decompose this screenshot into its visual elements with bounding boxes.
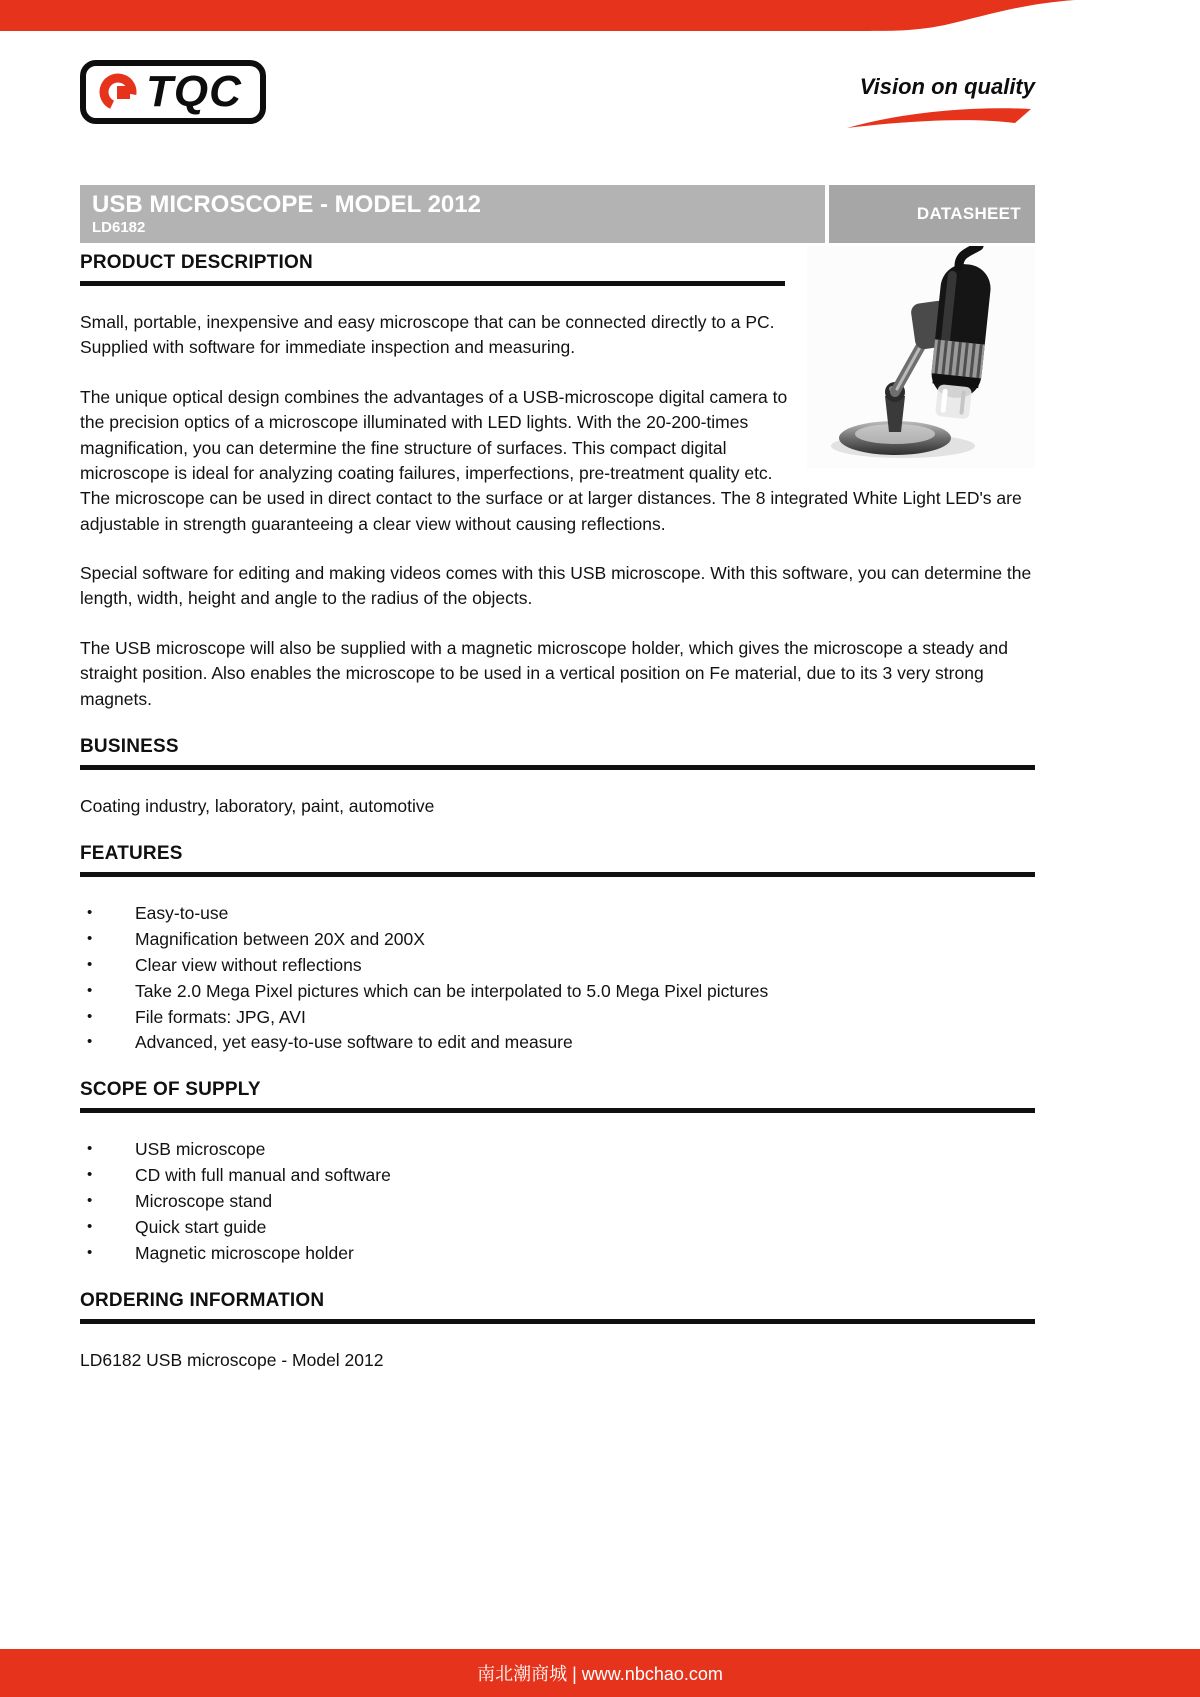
supply-item xyxy=(80,1189,1035,1214)
feature-item xyxy=(80,901,1035,926)
top-red-swoosh-graphic xyxy=(0,0,1200,34)
bullet-icon: • xyxy=(87,981,93,999)
ordering-information-text: LD6182 USB microscope - Model 2012 xyxy=(80,1349,384,1370)
section-business xyxy=(80,736,1035,819)
feature-item xyxy=(80,1005,1035,1030)
scope-of-supply-list xyxy=(80,1137,1035,1265)
titlebar-main xyxy=(80,185,825,243)
content-column xyxy=(80,252,1035,1397)
feature-item-label: File formats: JPG, AVI xyxy=(135,1006,306,1027)
supply-item xyxy=(80,1137,1035,1162)
doc-code: LD6182 xyxy=(92,218,146,236)
product-description-paragraph: The unique optical design combines the advantages of a USB-microscope digital camera to the precision optics of a microscope illuminated with LED lights. With the 20-200-times magnification, you can determine the fine structure of surfaces. This compact digital microscope is ideal for analyzing coating failures, imperfections, pre-treatment quality etc. The microscope can be used in direct contact to the surface or at larger distances. The 8 integrated White Light LED's are adjustable in strength guaranteeing a clear view without causing reflections. xyxy=(80,386,1022,534)
product-description-paragraph: Special software for editing and making videos comes with this USB microscope. With this software, you can determine the length, width, height and angle to the radius of the objects. xyxy=(80,563,1032,609)
bullet-icon: • xyxy=(87,930,93,948)
tagline xyxy=(845,60,1035,130)
feature-item-label: Take 2.0 Mega Pixel pictures which can be interpolated to 5.0 Mega Pixel pictures xyxy=(135,980,769,1001)
bullet-icon: • xyxy=(87,1217,93,1235)
product-description-paragraph: The USB microscope will also be supplied with a magnetic microscope holder, which gives the microscope a steady and straight position. Also enables the microscope to be used in a vertical position on Fe material, due to its 3 very strong magnets. xyxy=(80,637,1008,709)
titlebar xyxy=(80,185,1035,243)
feature-item-label: Easy-to-use xyxy=(135,903,229,924)
supply-item xyxy=(80,1241,1035,1266)
bullet-icon: • xyxy=(87,1166,93,1184)
supply-item-label: Microscope stand xyxy=(135,1191,273,1211)
masthead xyxy=(80,60,1035,130)
bullet-icon: • xyxy=(87,1243,93,1261)
supply-item-label: Magnetic microscope holder xyxy=(135,1242,354,1263)
business-text: Coating industry, laboratory, paint, automotive xyxy=(80,795,435,816)
tqc-logo xyxy=(80,60,266,124)
section-features xyxy=(80,843,1035,1055)
feature-item-label: Magnification between 20X and 200X xyxy=(135,929,425,950)
heading-scope-of-supply: SCOPE OF SUPPLY xyxy=(80,1079,1035,1113)
section-scope-of-supply xyxy=(80,1079,1035,1265)
microscope-illustration xyxy=(807,246,1035,468)
supply-item-label: CD with full manual and software xyxy=(135,1165,391,1186)
section-product-description xyxy=(80,252,1035,712)
product-photo xyxy=(807,246,1035,468)
bullet-icon: • xyxy=(87,1007,93,1025)
supply-item-label: USB microscope xyxy=(135,1139,266,1160)
feature-item xyxy=(80,953,1035,978)
datasheet-badge: DATASHEET xyxy=(829,185,1035,243)
feature-item-label: Advanced, yet easy-to-use software to edit and measure xyxy=(135,1032,573,1053)
tqc-logo-text: TQC xyxy=(146,67,242,116)
bullet-icon: • xyxy=(87,1033,93,1051)
doc-title: USB MICROSCOPE - MODEL 2012 xyxy=(92,191,481,218)
feature-item-label: Clear view without reflections xyxy=(135,954,362,975)
bullet-icon: • xyxy=(87,1192,93,1209)
feature-item xyxy=(80,1030,1035,1055)
section-ordering-information xyxy=(80,1290,1035,1373)
supply-item xyxy=(80,1215,1035,1240)
tagline-red-swoosh-graphic xyxy=(845,104,1035,130)
bullet-icon: • xyxy=(87,955,93,973)
footer-text: 南北潮商城 | www.nbchao.com xyxy=(477,1664,723,1684)
features-list xyxy=(80,901,1035,1055)
feature-item xyxy=(80,927,1035,952)
supply-item xyxy=(80,1163,1035,1188)
supply-item-label: Quick start guide xyxy=(135,1216,267,1237)
heading-business: BUSINESS xyxy=(80,736,1035,770)
tqc-logo-icon xyxy=(96,70,140,114)
product-description-paragraph: Small, portable, inexpensive and easy microscope that can be connected directly to a PC. Supplied with software for immediate inspection and measuring. xyxy=(80,312,775,358)
bullet-icon: • xyxy=(87,1140,93,1158)
heading-features: FEATURES xyxy=(80,843,1035,877)
bullet-icon: • xyxy=(87,904,93,922)
footer-bar xyxy=(0,1649,1200,1697)
feature-item xyxy=(80,979,1035,1004)
heading-ordering-information: ORDERING INFORMATION xyxy=(80,1290,1035,1324)
tagline-text: Vision on quality xyxy=(859,74,1035,99)
heading-product-description: PRODUCT DESCRIPTION xyxy=(80,252,785,286)
